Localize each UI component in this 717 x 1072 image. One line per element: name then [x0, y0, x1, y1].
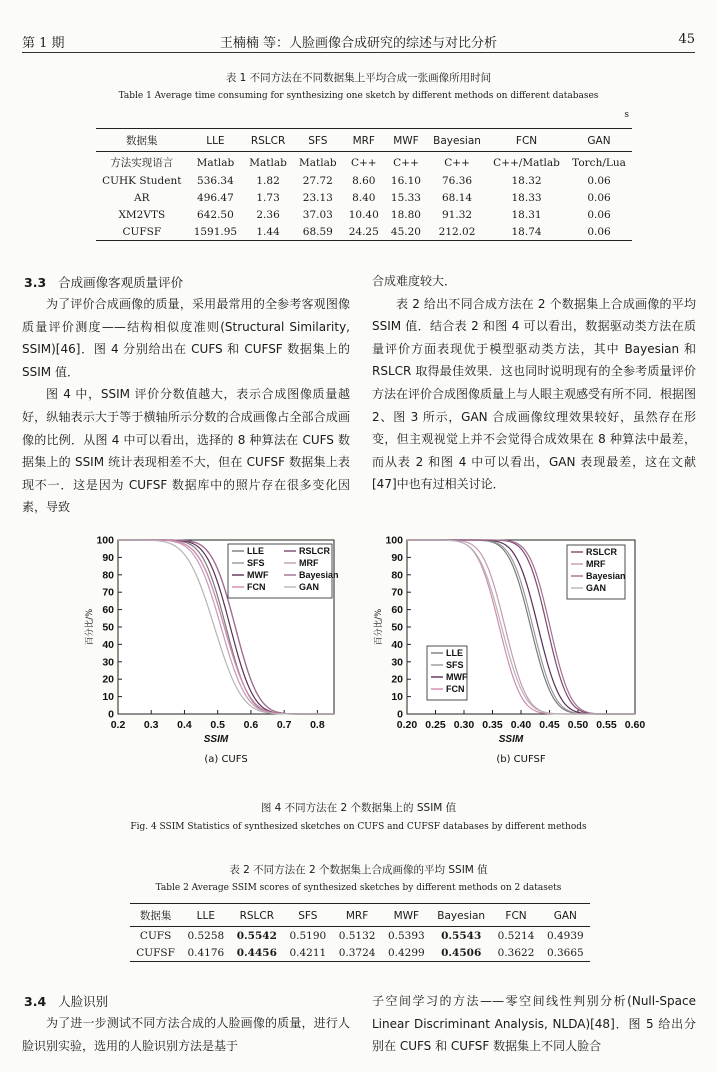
table-cell: 18.33 [511, 192, 542, 204]
y-tick-label: 100 [96, 534, 114, 547]
paragraph: 为了进一步测试不同方法合成的人脸画像的质量，进行人脸识别实验，选用的人脸识别方法是基于 [22, 1016, 350, 1053]
legend-label: MRF [586, 559, 606, 569]
section-3-4-right-column [372, 990, 696, 1058]
table-cell: 0.4506 [441, 947, 482, 959]
table-cell: C++ [393, 156, 419, 169]
legend-label: RSLCR [586, 547, 617, 557]
table-cell: 0.5393 [387, 930, 425, 942]
table-cell: 68.14 [442, 192, 473, 204]
y-tick-label: 60 [391, 604, 403, 617]
column-header: FCN [505, 909, 527, 922]
legend-label: MRF [299, 558, 319, 568]
x-axis-label: SSIM [203, 734, 229, 745]
table-cell: 1591.95 [193, 226, 238, 238]
section-title: 合成画像客观质量评价 [58, 275, 184, 290]
table-cell: AR [134, 192, 150, 204]
column-header: Bayesian [433, 134, 481, 147]
table-row [96, 152, 632, 173]
table-cell: 18.80 [390, 209, 421, 221]
table-row [96, 172, 632, 189]
y-tick-label: 40 [391, 638, 403, 651]
x-tick-label: 0.40 [510, 719, 532, 731]
table-cell: 10.40 [348, 209, 379, 221]
table-cell: 536.34 [197, 175, 234, 187]
figure4-caption-en: Fig. 4 SSIM Statistics of synthesized sketches on CUFS and CUFSF databases by different methods [130, 822, 587, 832]
table-cell: 24.25 [348, 226, 379, 238]
table-cell: 0.06 [587, 192, 611, 204]
x-tick-label: 0.50 [567, 719, 589, 731]
table-cell: 0.3665 [546, 947, 584, 959]
column-header: SFS [298, 909, 318, 922]
table-cell: 0.5190 [289, 930, 327, 942]
table-row [96, 223, 632, 241]
table-cell: 1.73 [256, 192, 280, 204]
column-header: 数据集 [139, 910, 172, 922]
legend-label: SFS [446, 660, 464, 670]
y-tick-label: 70 [102, 586, 114, 599]
table-cell: CUFSF [122, 226, 162, 238]
paragraph: 合成难度较大． [372, 274, 457, 288]
table1 [96, 128, 632, 241]
y-tick-label: 80 [391, 569, 403, 582]
x-tick-label: 0.5 [210, 719, 225, 731]
column-header: MWF [393, 134, 419, 147]
paragraph: 图 4 中，SSIM 评价分数值越大，表示合成图像质量越好，纵轴表示大于等于横轴所示分数的合成画像占全部合成画像的比例．从图 4 中可以看出，选择的 8 种算法在 CUFS 数据集上的 SSIM 统计表现相差不大，但在 CUFSF 数据集上表现不一．这是因为 CUFSF 数据库中的照片存在很多变化因素，导致 [22, 387, 350, 515]
table-cell: 0.06 [587, 226, 611, 238]
section-number: 3.3 [24, 275, 47, 290]
table-cell: 8.60 [352, 175, 376, 187]
section-3-4-left-column [22, 1012, 350, 1057]
legend-label: Bayesian [299, 570, 339, 580]
table-cell: 方法实现语言 [110, 157, 174, 169]
legend-label: MWF [446, 672, 468, 682]
table-cell: 0.5132 [338, 930, 376, 942]
y-tick-label: 30 [102, 656, 114, 669]
table-row [96, 206, 632, 223]
table-cell: 37.03 [302, 209, 333, 221]
x-tick-label: 0.8 [310, 719, 325, 731]
section-3-3-right-column [372, 270, 696, 496]
table-cell: XM2VTS [118, 209, 166, 221]
table-row [130, 927, 590, 945]
section-3-3-left-column [22, 293, 350, 519]
y-tick-label: 0 [108, 708, 114, 721]
column-header: MWF [393, 909, 420, 922]
section-number: 3.4 [24, 994, 47, 1009]
y-tick-label: 70 [391, 586, 403, 599]
column-header: GAN [553, 909, 577, 922]
legend-label: RSLCR [299, 546, 330, 556]
legend-label: GAN [586, 583, 606, 593]
column-header: LLE [196, 909, 215, 922]
table-cell: Torch/Lua [572, 156, 626, 169]
y-tick-label: 10 [391, 691, 403, 704]
x-tick-label: 0.55 [596, 719, 617, 731]
running-title: 王楠楠 等：人脸画像合成研究的综述与对比分析 [219, 36, 498, 51]
table-cell: 0.06 [587, 209, 611, 221]
header-rule [22, 52, 695, 53]
y-tick-label: 50 [102, 621, 114, 634]
column-header: LLE [206, 134, 225, 147]
y-tick-label: 10 [102, 691, 114, 704]
table-cell: 496.47 [197, 192, 234, 204]
table-cell: 91.32 [442, 209, 473, 221]
table1-caption-en: Table 1 Average time consuming for synthesizing one sketch by different methods on different databases [118, 91, 599, 101]
journal-issue: 第 1 期 [22, 36, 65, 51]
paragraph: 表 2 给出不同合成方法在 2 个数据集上合成画像的平均 SSIM 值．结合表 2 和图 4 可以看出，数据驱动类方法在质量评价方面表现优于模型驱动类方法，其中 Bayesian 和 RSLCR 取得最佳效果．这也同时说明现有的全参考质量评价方法在评价合成图像质量上与人眼主观感受有所不同．根据图 2、图 3 所示，GAN 合成画像纹理效果较好，虽然存在形变，但主观视觉上并不会觉得合成效果在 8 种算法中最差，而从表 2 和图 4 中可以看出，GAN 表现最差，这在文献[47]中也有过相关讨论． [372, 296, 697, 492]
table-cell: 1.82 [256, 175, 280, 187]
x-axis-label: SSIM [498, 734, 524, 745]
table-cell: 0.5542 [236, 930, 277, 942]
table-cell: C++ [444, 156, 470, 169]
table-cell: CUFSF [136, 947, 175, 959]
y-tick-label: 50 [391, 621, 403, 634]
section-title: 人脸识别 [58, 994, 109, 1009]
table-row [96, 189, 632, 206]
table-cell: 18.32 [511, 175, 542, 187]
y-tick-label: 20 [102, 673, 114, 686]
figure4-caption-cn: 图 4 不同方法在 2 个数据集上的 SSIM 值 [260, 802, 457, 814]
table-cell: 23.13 [302, 192, 333, 204]
table1-caption-cn: 表 1 不同方法在不同数据集上平均合成一张画像所用时间 [225, 72, 492, 84]
section-3-3-heading [24, 273, 183, 291]
table-cell: 0.5214 [497, 930, 535, 942]
column-header: 数据集 [126, 135, 158, 147]
y-axis-label: 百分比/% [374, 608, 384, 646]
table-cell: Matlab [299, 156, 337, 169]
table-cell: 27.72 [302, 175, 333, 187]
y-tick-label: 20 [391, 673, 403, 686]
x-tick-label: 0.30 [453, 719, 475, 731]
legend-label: Bayesian [586, 571, 626, 581]
table-cell: 0.4299 [387, 947, 425, 959]
table-cell: 0.5543 [441, 930, 482, 942]
legend-label: LLE [446, 648, 463, 658]
paragraph: 子空间学习的方法——零空间线性判别分析(Null-Space Linear Discriminant Analysis, NLDA)[48]．图 5 给出分别在 CUFS 和 CUFSF 数据集上不同人脸合 [372, 994, 696, 1054]
page-number: 45 [678, 32, 695, 47]
table-cell: 0.4176 [187, 947, 225, 959]
section-3-4-heading [24, 992, 108, 1010]
y-tick-label: 40 [102, 638, 114, 651]
legend-label: MWF [247, 570, 269, 580]
legend-label: FCN [446, 684, 465, 694]
table-cell: 0.3622 [497, 947, 535, 959]
legend-label: SFS [247, 558, 265, 568]
x-tick-label: 0.4 [177, 719, 192, 731]
table-cell: 45.20 [390, 226, 421, 238]
y-tick-label: 90 [102, 551, 114, 564]
column-header: MRF [345, 909, 369, 922]
x-tick-label: 0.3 [143, 719, 159, 731]
table-cell: 1.44 [256, 226, 280, 238]
y-tick-label: 0 [397, 708, 403, 721]
table1-unit: s [624, 110, 629, 120]
table-cell: 16.10 [390, 175, 421, 187]
column-header: FCN [515, 134, 538, 147]
table-cell: 0.4456 [236, 947, 277, 959]
chart-cufs [78, 532, 348, 764]
table-row [130, 944, 590, 962]
table-cell: 2.36 [256, 209, 280, 221]
x-tick-label: 0.2 [110, 719, 126, 731]
x-tick-label: 0.45 [539, 719, 560, 731]
table-cell: 15.33 [390, 192, 421, 204]
x-tick-label: 0.35 [482, 719, 503, 731]
legend-label: GAN [299, 582, 319, 592]
table-cell: 0.06 [587, 175, 611, 187]
table-cell: CUHK Student [102, 175, 182, 187]
x-tick-label: 0.60 [624, 719, 646, 731]
chart-cufsf [367, 532, 649, 764]
table-cell: Matlab [249, 156, 287, 169]
table2 [130, 903, 590, 962]
table-cell: 0.4211 [289, 947, 327, 959]
table2-caption-en: Table 2 Average SSIM scores of synthesized sketches by different methods on 2 datasets [155, 883, 562, 893]
table-cell: 212.02 [438, 226, 476, 238]
table-cell: 0.5258 [187, 930, 225, 942]
x-tick-label: 0.6 [243, 719, 259, 731]
table-cell: 18.31 [511, 209, 542, 221]
legend-label: FCN [247, 582, 266, 592]
x-tick-label: 0.25 [425, 719, 446, 731]
table-cell: 68.59 [302, 226, 333, 238]
table-cell: 0.4939 [546, 930, 584, 942]
legend-label: LLE [247, 546, 264, 556]
table-cell: 18.74 [511, 226, 542, 238]
chart-subtitle: (a) CUFS [204, 754, 248, 764]
column-header: RSLCR [239, 909, 275, 922]
y-axis-label: 百分比/% [85, 608, 95, 646]
column-header: MRF [352, 134, 375, 147]
column-header: GAN [587, 134, 611, 147]
column-header: RSLCR [250, 134, 286, 147]
table-cell: 0.3724 [338, 947, 376, 959]
x-tick-label: 0.20 [396, 719, 418, 731]
y-tick-label: 30 [391, 656, 403, 669]
paragraph: 为了评价合成画像的质量，采用最常用的全参考客观图像质量评价测度——结构相似度准则(Structural Similarity, SSIM)[46]．图 4 分别给出在 CUFS 和 CUFSF 数据集上的 SSIM 值． [22, 297, 350, 379]
table-cell: 76.36 [442, 175, 473, 187]
table-cell: 642.50 [197, 209, 234, 221]
y-tick-label: 90 [391, 551, 403, 564]
x-tick-label: 0.7 [276, 719, 292, 731]
y-tick-label: 60 [102, 604, 114, 617]
table-cell: CUFS [139, 930, 172, 942]
y-tick-label: 80 [102, 569, 114, 582]
chart-subtitle: (b) CUFSF [496, 754, 546, 764]
table-cell: 8.40 [352, 192, 376, 204]
table-cell: C++ [350, 156, 377, 169]
table2-caption-cn: 表 2 不同方法在 2 个数据集上合成画像的平均 SSIM 值 [229, 864, 488, 876]
y-tick-label: 100 [385, 534, 403, 547]
column-header: Bayesian [437, 909, 486, 922]
table-cell: C++/Matlab [493, 156, 560, 169]
table-cell: Matlab [196, 156, 235, 169]
column-header: SFS [308, 134, 328, 147]
